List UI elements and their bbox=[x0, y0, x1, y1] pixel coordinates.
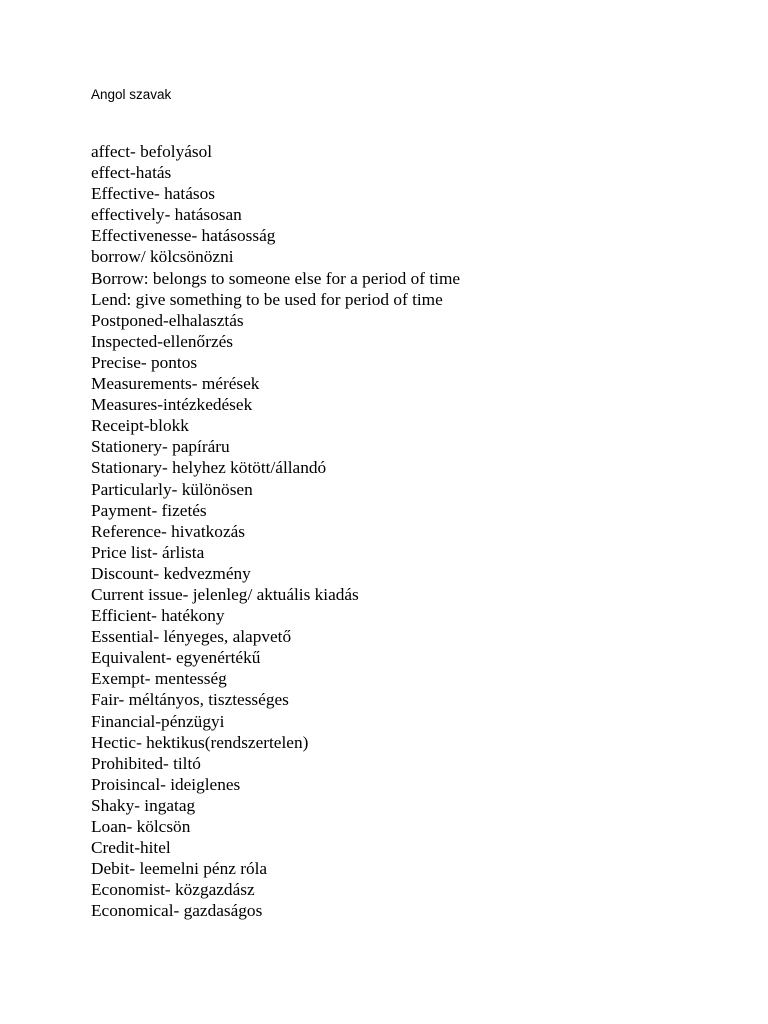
vocabulary-entry: Effective- hatásos bbox=[91, 184, 215, 204]
vocabulary-entry: Loan- kölcsön bbox=[91, 817, 191, 836]
vocabulary-entry: Debit- leemelni pénz róla bbox=[91, 859, 268, 879]
vocabulary-entry: Precise- pontos bbox=[91, 352, 198, 372]
vocabulary-entry: Stationery- papíráru bbox=[91, 437, 230, 457]
vocabulary-entry: Receipt-blokk bbox=[91, 416, 189, 436]
vocabulary-entry: effect-hatás bbox=[91, 163, 172, 183]
vocabulary-entry: Essential- lényeges, alapvető bbox=[91, 627, 292, 647]
vocabulary-entry: Credit-hitel bbox=[91, 838, 171, 858]
vocabulary-entry: Current issue- jelenleg/ aktuális kiadás bbox=[91, 584, 359, 604]
vocabulary-entry: borrow/ kölcsönözni bbox=[91, 247, 234, 267]
vocabulary-entry: Borrow: belongs to someone else for a period of time bbox=[91, 268, 461, 288]
vocabulary-entry: Efficient- hatékony bbox=[91, 606, 225, 626]
vocabulary-entry: Effectivenesse- hatásosság bbox=[91, 226, 276, 246]
vocabulary-entry: Proisincal- ideiglenes bbox=[91, 774, 241, 794]
vocabulary-entry: Economical- gazdaságos bbox=[91, 901, 263, 921]
vocabulary-entry: Measurements- mérések bbox=[91, 374, 260, 394]
vocabulary-entry: Particularly- különösen bbox=[91, 479, 253, 499]
vocabulary-entry: Shaky- ingatag bbox=[91, 795, 196, 815]
vocabulary-list bbox=[91, 141, 460, 921]
vocabulary-entry: effectively- hatásosan bbox=[91, 205, 242, 225]
vocabulary-entry: Reference- hivatkozás bbox=[91, 521, 246, 541]
vocabulary-entry: Exempt- mentesség bbox=[91, 669, 227, 689]
vocabulary-entry: Payment- fizetés bbox=[91, 500, 207, 520]
vocabulary-entry: Inspected-ellenőrzés bbox=[91, 331, 234, 351]
vocabulary-entry: Financial-pénzügyi bbox=[91, 711, 225, 731]
vocabulary-entry: Postponed-elhalasztás bbox=[91, 310, 244, 330]
vocabulary-entry: Hectic- hektikus(rendszertelen) bbox=[91, 732, 309, 752]
document-title: Angol szavak bbox=[91, 87, 172, 102]
vocabulary-entry: Discount- kedvezmény bbox=[91, 563, 251, 583]
vocabulary-entry: Measures-intézkedések bbox=[91, 395, 253, 415]
vocabulary-entry: Stationary- helyhez kötött/állandó bbox=[91, 458, 327, 478]
vocabulary-entry: Fair- méltányos, tisztességes bbox=[91, 690, 289, 710]
vocabulary-entry: Lend: give something to be used for period of time bbox=[91, 289, 443, 309]
vocabulary-entry: Price list- árlista bbox=[91, 542, 205, 562]
vocabulary-entry: Equivalent- egyenértékű bbox=[91, 648, 261, 668]
vocabulary-entry: affect- befolyásol bbox=[91, 142, 213, 161]
vocabulary-entry: Prohibited- tiltó bbox=[91, 753, 201, 773]
vocabulary-entry: Economist- közgazdász bbox=[91, 880, 255, 900]
